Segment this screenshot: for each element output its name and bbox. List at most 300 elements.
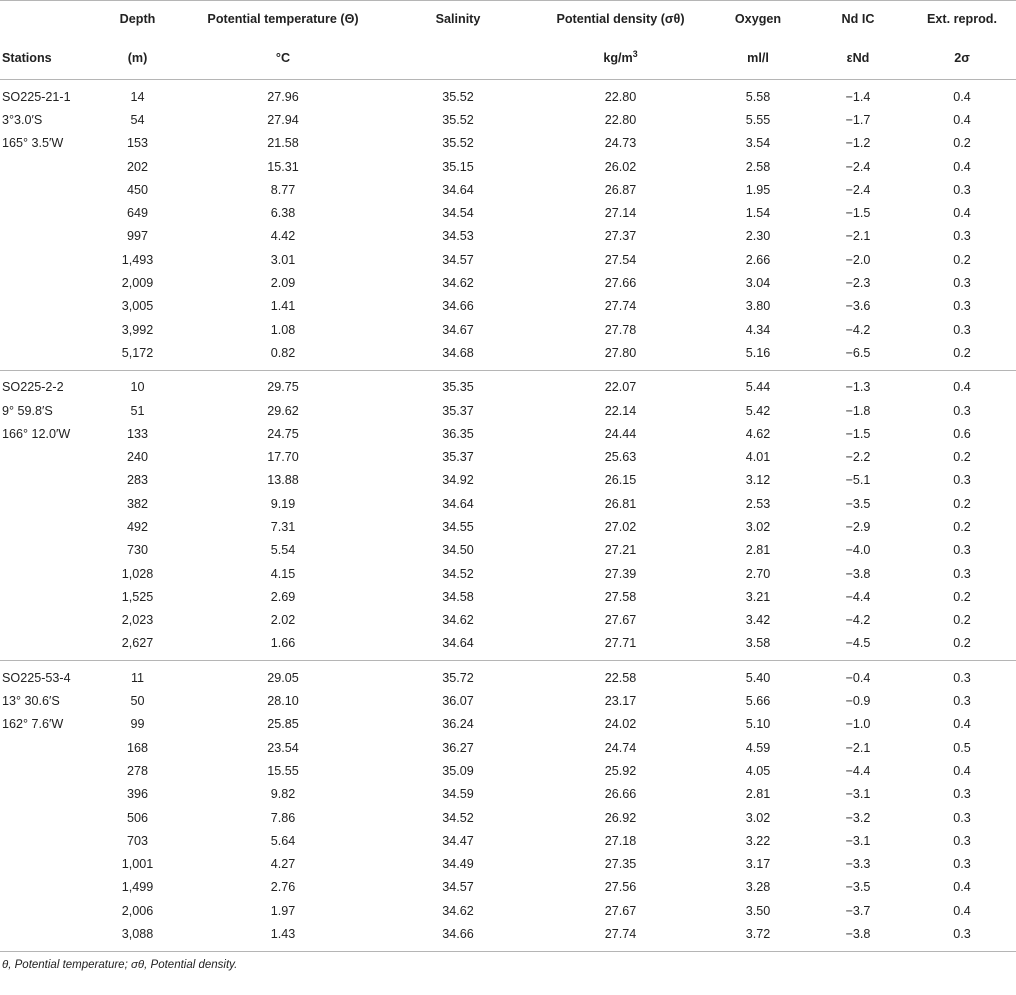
density-cell: 24.74: [604, 740, 637, 755]
reprod-cell: 0.3: [953, 694, 971, 709]
station-cell: [0, 155, 92, 178]
oxygen-cell: 5.66: [745, 694, 771, 709]
station-cell: [0, 248, 92, 271]
density-cell: 23.17: [604, 694, 637, 709]
unit-depth: (m): [92, 36, 183, 80]
salinity-cell: 34.62: [442, 613, 474, 628]
salinity-cell: 35.72: [442, 670, 474, 685]
table-row: [0, 853, 1016, 876]
temperature-cell: 7.31: [270, 519, 296, 534]
oxygen-cell: 3.80: [745, 299, 771, 314]
density-cell: 27.80: [533, 341, 708, 370]
station-cell: SO225-53-4: [2, 670, 71, 685]
density-cell: 24.02: [604, 717, 637, 732]
table-row: [0, 689, 1016, 712]
reprod-cell: 0.3: [953, 182, 971, 197]
nd-cell: −3.2: [845, 810, 871, 825]
station-cell: [0, 806, 92, 829]
depth-cell: 2,006: [121, 903, 154, 918]
reprod-cell: 0.3: [953, 322, 971, 337]
station-cell: [0, 562, 92, 585]
table-body: [0, 80, 1016, 952]
depth-cell: 703: [126, 833, 148, 848]
density-cell: 27.71: [533, 632, 708, 661]
depth-cell: 396: [126, 787, 148, 802]
salinity-cell: 34.62: [442, 903, 474, 918]
density-cell: 27.56: [604, 880, 637, 895]
temperature-cell: 23.54: [267, 740, 299, 755]
oxygen-cell: 2.53: [745, 496, 771, 511]
temperature-cell: 13.88: [267, 473, 299, 488]
reprod-cell: 0.2: [908, 341, 1016, 370]
temperature-cell: 1.43: [183, 922, 383, 951]
oxygen-cell: 2.66: [745, 252, 771, 267]
depth-cell: 382: [126, 496, 148, 511]
table-row: [0, 876, 1016, 899]
depth-cell: 133: [126, 426, 148, 441]
salinity-cell: 34.64: [442, 182, 474, 197]
table-row: [0, 515, 1016, 538]
reprod-cell: 0.2: [953, 136, 971, 151]
nd-cell: −1.5: [845, 206, 871, 221]
depth-cell: 3,005: [121, 299, 154, 314]
station-cell: [0, 585, 92, 608]
station-cell: SO225-21-1: [2, 89, 71, 104]
station-cell: [0, 632, 92, 661]
table-row: [0, 341, 1016, 370]
temperature-cell: 4.42: [270, 229, 296, 244]
nd-cell: −3.1: [845, 787, 871, 802]
reprod-cell: 0.4: [953, 717, 971, 732]
table-row: [0, 469, 1016, 492]
oxygen-cell: 5.10: [745, 717, 771, 732]
temperature-cell: 7.86: [270, 810, 296, 825]
nd-cell: −2.2: [845, 450, 871, 465]
station-cell: [0, 876, 92, 899]
salinity-cell: 34.54: [442, 206, 474, 221]
nd-cell: −3.7: [845, 903, 871, 918]
density-cell: 22.07: [604, 380, 637, 395]
density-cell: 27.74: [533, 922, 708, 951]
oxygen-cell: 5.58: [745, 89, 771, 104]
table-row: [0, 248, 1016, 271]
reprod-cell: 0.4: [953, 380, 971, 395]
station-cell: [0, 445, 92, 468]
station-cell: [0, 201, 92, 224]
depth-cell: 240: [126, 450, 148, 465]
nd-cell: −3.5: [845, 496, 871, 511]
salinity-cell: 35.52: [442, 89, 474, 104]
density-cell: 26.81: [604, 496, 637, 511]
temperature-cell: 3.01: [270, 252, 296, 267]
oxygen-cell: 3.21: [745, 589, 771, 604]
salinity-cell: 36.27: [442, 740, 474, 755]
density-cell: 27.14: [604, 206, 637, 221]
station-cell: [0, 759, 92, 782]
oxygen-cell: 5.40: [745, 670, 771, 685]
density-cell: 27.21: [604, 543, 637, 558]
table-row: [0, 80, 1016, 109]
oxygen-cell: 3.58: [708, 632, 808, 661]
density-cell: 27.35: [604, 857, 637, 872]
depth-cell: 649: [126, 206, 148, 221]
salinity-cell: 34.64: [442, 496, 474, 511]
salinity-cell: 35.52: [442, 136, 474, 151]
table-row: [0, 899, 1016, 922]
density-cell: 27.74: [604, 299, 637, 314]
salinity-cell: 34.66: [383, 922, 533, 951]
depth-cell: 1,028: [121, 566, 154, 581]
station-cell: [0, 539, 92, 562]
salinity-cell: 34.47: [442, 833, 474, 848]
temperature-cell: 29.05: [267, 670, 299, 685]
table-row: [0, 806, 1016, 829]
temperature-cell: 2.76: [270, 880, 296, 895]
density-cell: 27.37: [604, 229, 637, 244]
table-row: [0, 632, 1016, 661]
salinity-cell: 34.52: [442, 566, 474, 581]
temperature-cell: 9.82: [270, 787, 296, 802]
depth-cell: 10: [130, 380, 145, 395]
reprod-cell: 0.2: [908, 632, 1016, 661]
nd-cell: −4.0: [845, 543, 871, 558]
table-row: [0, 562, 1016, 585]
temperature-cell: 8.77: [270, 182, 296, 197]
unit-oxygen: ml/l: [708, 36, 808, 80]
salinity-cell: 34.66: [442, 299, 474, 314]
reprod-cell: 0.3: [953, 229, 971, 244]
density-cell: 26.02: [604, 159, 637, 174]
temperature-cell: 2.02: [270, 613, 296, 628]
salinity-cell: 36.07: [442, 694, 474, 709]
table-row: [0, 295, 1016, 318]
depth-cell: 3,088: [92, 922, 183, 951]
table-row: [0, 399, 1016, 422]
station-cell: [0, 853, 92, 876]
table-row: [0, 922, 1016, 951]
nd-cell: −2.1: [845, 740, 871, 755]
nd-cell: −2.0: [845, 252, 871, 267]
salinity-cell: 34.49: [442, 857, 474, 872]
density-cell: 22.58: [604, 670, 637, 685]
depth-cell: 99: [130, 717, 145, 732]
station-cell: [0, 469, 92, 492]
reprod-cell: 0.3: [953, 810, 971, 825]
reprod-cell: 0.3: [953, 543, 971, 558]
temperature-cell: 24.75: [267, 426, 299, 441]
nd-cell: −1.2: [845, 136, 871, 151]
table-row: [0, 201, 1016, 224]
nd-cell: −4.2: [845, 322, 871, 337]
table-row: [0, 661, 1016, 690]
table-row: [0, 609, 1016, 632]
nd-cell: −0.9: [845, 694, 871, 709]
depth-cell: 153: [126, 136, 148, 151]
depth-cell: 5,172: [92, 341, 183, 370]
salinity-cell: 35.15: [442, 159, 474, 174]
depth-cell: 54: [130, 112, 145, 127]
temperature-cell: 21.58: [267, 136, 299, 151]
table-row: [0, 759, 1016, 782]
table-row: [0, 539, 1016, 562]
header-salinity: Salinity: [435, 11, 481, 26]
table-row: [0, 318, 1016, 341]
temperature-cell: 27.94: [267, 112, 299, 127]
nd-cell: −1.8: [845, 403, 871, 418]
header-potential-density: Potential density (σθ): [556, 11, 685, 26]
temperature-cell: 27.96: [267, 89, 299, 104]
oxygen-cell: 5.16: [708, 341, 808, 370]
salinity-cell: 35.37: [442, 403, 474, 418]
density-cell: 22.80: [604, 112, 637, 127]
salinity-cell: 34.59: [442, 787, 474, 802]
header-ext-reprod: Ext. reprod.: [927, 11, 997, 26]
depth-cell: 278: [126, 763, 148, 778]
depth-cell: 492: [126, 519, 148, 534]
oxygen-cell: 2.81: [745, 787, 771, 802]
depth-cell: 730: [126, 543, 148, 558]
salinity-cell: 34.57: [442, 252, 474, 267]
depth-cell: 2,009: [121, 276, 154, 291]
station-cell: 166° 12.0′W: [2, 426, 71, 441]
depth-cell: 1,493: [121, 252, 154, 267]
reprod-cell: 0.4: [953, 159, 971, 174]
density-cell: 26.15: [604, 473, 637, 488]
density-cell: 27.02: [604, 519, 637, 534]
reprod-cell: 0.6: [953, 426, 971, 441]
table-row: [0, 736, 1016, 759]
salinity-cell: 34.52: [442, 810, 474, 825]
station-cell: 165° 3.5′W: [2, 136, 64, 151]
temperature-cell: 29.75: [267, 380, 299, 395]
depth-cell: 50: [130, 694, 145, 709]
temperature-cell: 2.69: [270, 589, 296, 604]
depth-cell: 202: [126, 159, 148, 174]
reprod-cell: 0.3: [953, 787, 971, 802]
density-cell: 25.63: [604, 450, 637, 465]
oxygen-cell: 3.28: [745, 880, 771, 895]
depth-cell: 11: [130, 670, 145, 685]
reprod-cell: 0.3: [953, 299, 971, 314]
density-cell: 24.73: [604, 136, 637, 151]
header-cell: [0, 1, 92, 37]
station-cell: [0, 609, 92, 632]
density-cell: 22.14: [604, 403, 637, 418]
nd-cell: −5.1: [845, 473, 871, 488]
nd-cell: −3.3: [845, 857, 871, 872]
oxygen-cell: 2.70: [745, 566, 771, 581]
nd-cell: −1.5: [845, 426, 871, 441]
depth-cell: 1,525: [121, 589, 154, 604]
temperature-cell: 0.82: [183, 341, 383, 370]
depth-cell: 51: [130, 403, 145, 418]
salinity-cell: 34.68: [383, 341, 533, 370]
salinity-cell: 34.58: [442, 589, 474, 604]
depth-cell: 2,023: [121, 613, 154, 628]
nd-cell: −4.5: [808, 632, 908, 661]
temperature-cell: 6.38: [270, 206, 296, 221]
temperature-cell: 5.54: [270, 543, 296, 558]
reprod-cell: 0.4: [953, 763, 971, 778]
salinity-cell: 35.37: [442, 450, 474, 465]
density-cell: 27.54: [604, 252, 637, 267]
oxygen-cell: 2.81: [745, 543, 771, 558]
station-cell: [0, 736, 92, 759]
unit-reprod: 2σ: [908, 36, 1016, 80]
density-cell: 27.67: [604, 903, 637, 918]
depth-cell: 3,992: [121, 322, 154, 337]
header-depth: Depth: [119, 11, 156, 26]
table-row: [0, 445, 1016, 468]
oxygen-cell: 3.72: [708, 922, 808, 951]
station-cell: [0, 899, 92, 922]
station-cell: SO225-2-2: [2, 380, 64, 395]
reprod-cell: 0.2: [953, 450, 971, 465]
nd-cell: −4.4: [845, 763, 871, 778]
depth-cell: 283: [126, 473, 148, 488]
oxygen-cell: 3.12: [745, 473, 771, 488]
density-cell: 26.92: [604, 810, 637, 825]
temperature-cell: 15.31: [267, 159, 299, 174]
station-cell: [0, 318, 92, 341]
density-cell: 27.67: [604, 613, 637, 628]
nd-cell: −3.8: [845, 566, 871, 581]
depth-cell: 450: [126, 182, 148, 197]
oxygen-cell: 3.54: [745, 136, 771, 151]
table-row: [0, 108, 1016, 131]
oxygen-cell: 3.22: [745, 833, 771, 848]
oxygen-cell: 4.59: [745, 740, 771, 755]
table-footnote: θ, Potential temperature; σθ, Potential density.: [2, 958, 238, 971]
oxygen-cell: 2.30: [745, 229, 771, 244]
density-cell: 26.66: [604, 787, 637, 802]
salinity-cell: 35.09: [442, 763, 474, 778]
depth-cell: 997: [126, 229, 148, 244]
station-cell: [0, 341, 92, 370]
reprod-cell: 0.4: [953, 206, 971, 221]
temperature-cell: 9.19: [270, 496, 296, 511]
reprod-cell: 0.3: [953, 566, 971, 581]
station-cell: 13° 30.6′S: [2, 694, 60, 709]
density-cell: 22.80: [604, 89, 637, 104]
density-cell: 27.78: [604, 322, 637, 337]
temperature-cell: 17.70: [267, 450, 299, 465]
oxygen-cell: 5.42: [745, 403, 771, 418]
station-cell: [0, 271, 92, 294]
reprod-cell: 0.3: [908, 922, 1016, 951]
header-row-1: [0, 1, 1016, 37]
nd-cell: −1.0: [845, 717, 871, 732]
oxygen-cell: 3.04: [745, 276, 771, 291]
density-cell: 27.58: [604, 589, 637, 604]
reprod-cell: 0.3: [953, 403, 971, 418]
station-cell: [0, 829, 92, 852]
reprod-cell: 0.3: [953, 473, 971, 488]
oxygen-cell: 2.58: [745, 159, 771, 174]
reprod-cell: 0.4: [953, 112, 971, 127]
density-cell: 27.39: [604, 566, 637, 581]
table-row: [0, 155, 1016, 178]
unit-density: [533, 36, 708, 80]
table-row: [0, 492, 1016, 515]
nd-cell: −1.3: [845, 380, 871, 395]
nd-cell: −2.4: [845, 182, 871, 197]
density-cell: 26.87: [604, 182, 637, 197]
reprod-cell: 0.3: [953, 670, 971, 685]
temperature-cell: 4.15: [270, 566, 296, 581]
reprod-cell: 0.5: [953, 740, 971, 755]
table-row: [0, 370, 1016, 399]
temperature-cell: 5.64: [270, 833, 296, 848]
station-cell: [0, 492, 92, 515]
nd-cell: −2.3: [845, 276, 871, 291]
density-cell: 25.92: [604, 763, 637, 778]
table-row: [0, 422, 1016, 445]
depth-cell: 506: [126, 810, 148, 825]
temperature-cell: 28.10: [267, 694, 299, 709]
station-cell: [0, 225, 92, 248]
unit-density-base: kg/m: [603, 51, 633, 66]
nd-cell: −2.4: [845, 159, 871, 174]
nd-cell: −0.4: [845, 670, 871, 685]
table-row: [0, 178, 1016, 201]
nd-cell: −3.6: [845, 299, 871, 314]
table-row: [0, 783, 1016, 806]
nd-cell: −3.5: [845, 880, 871, 895]
oxygen-cell: 1.95: [745, 182, 771, 197]
header-nd-ic: Nd IC: [841, 11, 875, 26]
depth-cell: 168: [126, 740, 148, 755]
table-row: [0, 271, 1016, 294]
nd-cell: −1.4: [845, 89, 871, 104]
oxygen-cell: 4.01: [745, 450, 771, 465]
oxygen-cell: 3.42: [745, 613, 771, 628]
oxygen-cell: 3.17: [745, 857, 771, 872]
depth-cell: 2,627: [92, 632, 183, 661]
temperature-cell: 1.97: [270, 903, 296, 918]
reprod-cell: 0.3: [953, 857, 971, 872]
salinity-cell: 34.53: [442, 229, 474, 244]
reprod-cell: 0.3: [953, 833, 971, 848]
station-cell: [0, 515, 92, 538]
salinity-cell: 34.92: [442, 473, 474, 488]
table-row: [0, 829, 1016, 852]
oxygen-cell: 3.02: [745, 519, 771, 534]
reprod-cell: 0.2: [953, 613, 971, 628]
unit-salinity: [383, 36, 533, 80]
nd-cell: −2.9: [845, 519, 871, 534]
table-row: [0, 225, 1016, 248]
density-cell: 24.44: [604, 426, 637, 441]
temperature-cell: 29.62: [267, 403, 299, 418]
header-oxygen: Oxygen: [734, 11, 782, 26]
station-cell: [0, 922, 92, 951]
reprod-cell: 0.3: [953, 276, 971, 291]
temperature-cell: 25.85: [267, 717, 299, 732]
temperature-cell: 1.08: [270, 322, 296, 337]
salinity-cell: 34.57: [442, 880, 474, 895]
salinity-cell: 36.35: [442, 426, 474, 441]
temperature-cell: 1.66: [183, 632, 383, 661]
reprod-cell: 0.4: [953, 903, 971, 918]
density-cell: 27.18: [604, 833, 637, 848]
station-cell: 162° 7.6′W: [2, 717, 64, 732]
oxygen-cell: 5.55: [745, 112, 771, 127]
reprod-cell: 0.4: [953, 880, 971, 895]
oxygen-cell: 4.62: [745, 426, 771, 441]
salinity-cell: 34.64: [383, 632, 533, 661]
depth-cell: 1,499: [121, 880, 154, 895]
